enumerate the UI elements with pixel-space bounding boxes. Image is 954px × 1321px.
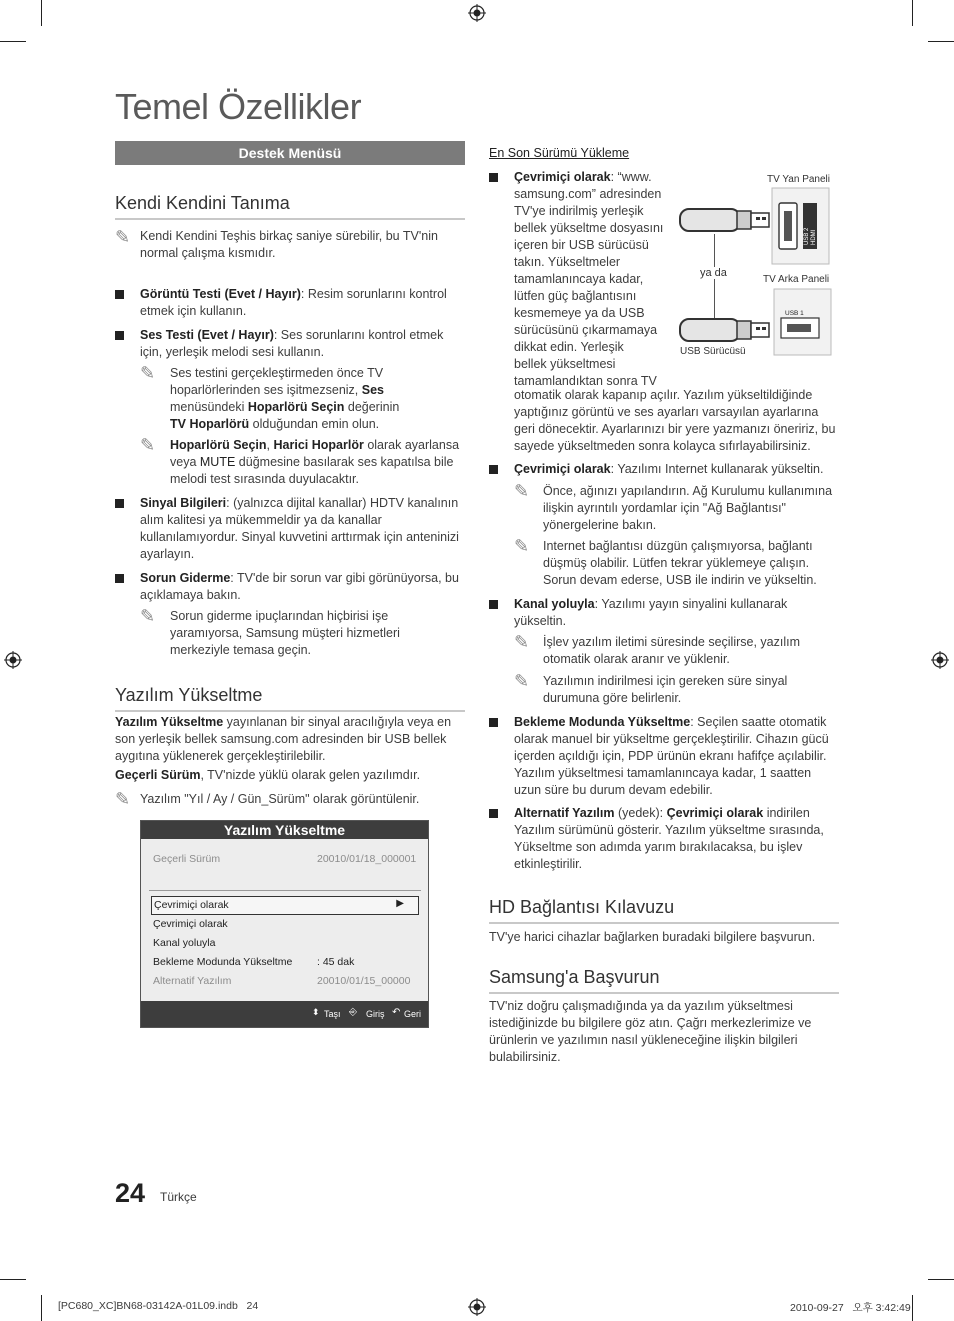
- bullet-icon: [489, 465, 498, 474]
- hdmi-port-label: HDMI: [811, 229, 817, 245]
- narrow-line: bellek yükseltmesi: [514, 357, 616, 371]
- picture-test-term: Görüntü Testi (Evet / Hayır): [140, 287, 301, 301]
- note-pencil-icon: ✎: [514, 632, 530, 652]
- note-pencil-icon: ✎: [514, 671, 530, 691]
- tv-rear-panel: [773, 288, 833, 356]
- signal-info-term: Sinyal Bilgileri: [140, 496, 227, 510]
- narrow-line: bellek yükseltme dosyasını: [514, 221, 664, 235]
- note-pencil-icon: ✎: [115, 789, 131, 809]
- registration-mark-icon: [931, 651, 949, 669]
- current-version-term: Geçerli Sürüm: [115, 768, 201, 782]
- channel-text: : Yazılımı yayın sinyalini kullanarak yükseltin.: [514, 597, 788, 628]
- osd-item-standby[interactable]: Bekleme Modunda Yükseltme: [153, 956, 293, 968]
- crop-mark: [928, 41, 954, 42]
- signal-info-text: : (yalnızca dijital kanallar) HDTV kanalının alım kalitesi ya mükemmeldir ya da kanallar kullanılamıyordur. Sinyal kuvvetini arttırmak için anteninizi ayarlayın.: [140, 496, 459, 561]
- bullet-icon: [115, 331, 124, 340]
- or-label: ya da: [700, 267, 727, 279]
- narrow-line: samsung.com” adresinden: [514, 187, 662, 201]
- intro-text: yayınlanan bir sinyal aracılığıyla veya en son yerleşik bellek samsung.com adresinden bir USB bellek aygıtına yüklenerek gerçekleştirilebilir.: [115, 715, 452, 763]
- contact-samsung-text: TV'niz doğru çalışmadığında ya da yazılım yükseltmesi istediğinizde bu bilgilere göz atın. Çağrı merkezlerimize ve ürünlerin ve yazılımın nasıl yükleneceğine ilişkin bilgileri bulabilirsiniz.: [489, 999, 812, 1064]
- picture-test-text: : Resim sorunlarını kontrol etmek için kullanın.: [140, 287, 447, 318]
- registration-mark-icon: [468, 4, 486, 22]
- alternative-software-item: [514, 805, 840, 873]
- crop-mark: [41, 1295, 42, 1321]
- current-version-text: , TV'nizde yüklü olarak gelen yazılımdır.: [200, 768, 421, 782]
- osd-title: Yazılım Yükseltme: [141, 821, 428, 839]
- osd-enter-label: Giriş: [366, 1009, 385, 1019]
- alternative-text: indirilen Yazılım sürümünü gösterir. Yazılım yükseltme sırasında, Yükseltme son adımda yarım bırakılacaksa, bu işlev etkinleştirilir.: [514, 806, 824, 871]
- network-note: Önce, ağınızı yapılandırın. Ağ Kurulumu kullanımına ilişkin ayrıntılı yordamlar için "Ağ Bağlantısı" yönergelerine bakın.: [543, 484, 833, 532]
- crop-mark: [41, 0, 42, 26]
- online-term: Çevrimiçi olarak: [514, 170, 611, 184]
- online-text: : Yazılımı Internet kullanarak yükseltin.: [610, 462, 824, 476]
- sound-test-term: Ses Testi (Evet / Hayır): [140, 328, 274, 342]
- troubleshoot-text: : TV'de bir sorun var gibi görünüyorsa, bu açıklamaya bakın.: [140, 571, 459, 602]
- osd-standby-value: : 45 dak: [317, 956, 355, 968]
- mute-term: MUTE: [199, 455, 236, 469]
- signal-info-item: [140, 495, 465, 563]
- crop-mark: [912, 1295, 913, 1321]
- side-port-label: USB 2: [804, 227, 810, 245]
- sound-test-note-2: [170, 437, 460, 488]
- standby-upgrade-item: [514, 714, 840, 799]
- narrow-line: takın. Yükseltmeler: [514, 255, 621, 269]
- intro-term: Yazılım Yükseltme: [115, 715, 224, 729]
- usb-drive-label: USB Sürücüsü: [680, 346, 746, 357]
- channel-term: Kanal yoluyla: [514, 597, 595, 611]
- osd-item-online[interactable]: Çevrimiçi olarak: [153, 918, 228, 930]
- narrow-line: sürücüsünü çıkarmamaya: [514, 323, 658, 337]
- narrow-line: : “www.: [610, 170, 652, 184]
- sound-test-text: : Ses sorunlarını kontrol etmek için, yerleşik melodi sesi kullanın.: [140, 328, 444, 359]
- enter-icon: ⎆: [349, 1007, 357, 1018]
- page-title: Temel Özellikler: [115, 86, 362, 127]
- crop-mark: [0, 41, 26, 42]
- troubleshoot-note: Sorun giderme ipuçlarından hiçbirisi işe yaramıyorsa, Samsung müşteri hizmetleri merkeziyle temasa geçin.: [170, 609, 400, 657]
- bullet-icon: [115, 574, 124, 583]
- bullet-icon: [489, 809, 498, 818]
- by-channel-item: [514, 596, 840, 630]
- bullet-icon: [489, 600, 498, 609]
- crop-mark: [928, 1279, 954, 1280]
- note-text: Ses testini gerçekleştirmeden önce TV hoparlörlerinden ses işitmezseniz,: [170, 366, 384, 397]
- crop-mark: [912, 0, 913, 26]
- online-internet-item: [514, 461, 840, 478]
- osd-footer: [141, 1001, 428, 1027]
- note-pencil-icon: ✎: [514, 536, 530, 556]
- channel-note-2: Yazılımın indirilmesi için gereken süre sinyal durumuna göre belirlenir.: [543, 674, 788, 705]
- sound-test-note-1: [170, 365, 460, 433]
- alternative-term-2: Çevrimiçi olarak: [666, 806, 764, 820]
- self-diagnosis-heading: Kendi Kendini Tanıma: [115, 193, 465, 220]
- osd-current-value: 20010/01/18_000001: [317, 853, 417, 865]
- usb-port-label: USB 1: [785, 310, 804, 317]
- note-term: Ses: [361, 383, 385, 397]
- narrow-line: TV'ye indirilmiş yerleşik: [514, 204, 644, 218]
- alternative-mid: (yedek):: [617, 806, 664, 820]
- note-text: düğmesine basılarak ses kapatılsa bile melodi test sırasında duyulacaktır.: [170, 455, 454, 486]
- note-pencil-icon: ✎: [140, 435, 156, 455]
- note-pencil-icon: ✎: [140, 606, 156, 626]
- online-usb-narrow: [514, 169, 684, 390]
- online-usb-wide: otomatik olarak kapanıp açılır. Yazılım yükseltildiğinde yaptığınız görüntü ve ses ayarları varsayılan ayarlarına geri dönecektir. Ayarlarınızı bir yere yazmanızı öneririz, bu sayede yükseltmeden sonra kolayca sıfırlayabilirsiniz.: [514, 388, 836, 453]
- channel-note-1: İşlev yazılım iletimi süresinde seçilirse, yazılım otomatik olarak aranır ve yüklenir.: [543, 635, 801, 666]
- bullet-icon: [115, 499, 124, 508]
- registration-mark-icon: [4, 651, 22, 669]
- narrow-line: lütfen güç bağlantısını: [514, 289, 637, 303]
- note-pencil-icon: ✎: [514, 481, 530, 501]
- note-text: menüsündeki: [170, 400, 245, 414]
- note-term: Hoparlörü Seçin: [170, 438, 267, 452]
- print-timestamp: 2010-09-27 오후 3:42:49: [790, 1302, 911, 1314]
- registration-mark-icon: [468, 1298, 486, 1316]
- tv-side-panel: [771, 187, 831, 265]
- bullet-icon: [115, 290, 124, 299]
- osd-item-alternative[interactable]: Alternatif Yazılım: [153, 975, 232, 987]
- osd-selected-label: Çevrimiçi olarak: [154, 899, 229, 911]
- self-diagnosis-note: Kendi Kendini Teşhis birkaç saniye sürebilir, bu TV'nin normal çalışma kısmıdır.: [140, 229, 438, 260]
- alternative-term: Alternatif Yazılım: [514, 806, 615, 820]
- note-text: değerinin: [347, 400, 400, 414]
- picture-test-item: [140, 286, 465, 320]
- language-label: Türkçe: [160, 1190, 197, 1204]
- hd-guide-heading: HD Bağlantısı Kılavuzu: [489, 897, 839, 924]
- internet-note: Internet bağlantısı düzgün çalışmıyorsa, bağlantı düşmüş olabilir. Lütfen tekrar yüklemeye çalışın. Sorun devam ederse, USB ile indirin ve yükseltin.: [543, 539, 817, 587]
- play-arrow-icon: ▶: [396, 898, 404, 909]
- osd-divider: [149, 890, 421, 891]
- osd-selected-item[interactable]: [151, 896, 419, 915]
- usb-connection-diagram: [676, 170, 836, 360]
- software-upgrade-osd: [140, 820, 429, 1028]
- hd-guide-text: TV'ye harici cihazlar bağlarken buradaki bilgilere başvurun.: [489, 930, 816, 944]
- narrow-line: içeren bir USB sürücüsü: [514, 238, 649, 252]
- troubleshoot-item: [140, 570, 465, 604]
- bullet-icon: [489, 718, 498, 727]
- section-bar: Destek Menüsü: [115, 141, 465, 165]
- note-text: olduğundan emin olun.: [252, 417, 380, 431]
- sound-test-item: [140, 327, 465, 361]
- note-term: TV Hoparlörü: [170, 417, 250, 431]
- standby-term: Bekleme Modunda Yükseltme: [514, 715, 691, 729]
- contact-samsung-heading: Samsung'a Başvurun: [489, 967, 839, 994]
- note-text: ,: [266, 438, 271, 452]
- narrow-line: dikkat edin. Yerleşik: [514, 340, 624, 354]
- online-term: Çevrimiçi olarak: [514, 462, 611, 476]
- osd-move-label: Taşı: [324, 1009, 341, 1019]
- note-pencil-icon: ✎: [140, 363, 156, 383]
- note-text: olarak ayarlansa veya: [170, 438, 460, 469]
- narrow-line: tamamlanıncaya kadar,: [514, 272, 644, 286]
- osd-alternative-value: 20010/01/15_00000: [317, 975, 411, 987]
- note-term: Harici Hoparlör: [273, 438, 364, 452]
- software-upgrade-heading: Yazılım Yükseltme: [115, 685, 465, 712]
- usb-drive-top-icon: [679, 206, 771, 234]
- tv-rear-panel-label: TV Arka Paneli: [763, 274, 830, 285]
- osd-current-label: Geçerli Sürüm: [153, 853, 221, 865]
- osd-item-channel[interactable]: Kanal yoluyla: [153, 937, 216, 949]
- bullet-icon: [489, 173, 498, 182]
- print-file-info: [PC680_XC]BN68-03142A-01L09.indb 24: [58, 1300, 259, 1312]
- note-pencil-icon: ✎: [115, 227, 131, 247]
- osd-back-label: Geri: [404, 1009, 422, 1019]
- move-icon: ⬍: [312, 1007, 320, 1017]
- latest-version-heading: En Son Sürümü Yükleme: [489, 146, 630, 160]
- troubleshoot-term: Sorun Giderme: [140, 571, 231, 585]
- narrow-line: kesmemeye ya da USB: [514, 306, 645, 320]
- version-format-note: Yazılım "Yıl / Ay / Gün_Sürüm" olarak görüntülenir.: [140, 792, 420, 806]
- software-upgrade-intro: [115, 714, 465, 765]
- tv-side-panel-label: TV Yan Paneli: [767, 174, 831, 185]
- current-version-desc: [115, 767, 465, 784]
- usb-drive-bottom-icon: [679, 316, 771, 344]
- narrow-line: tamamlandıktan sonra TV: [514, 374, 657, 388]
- return-icon: ↶: [392, 1007, 401, 1018]
- standby-text: : Seçilen saatte otomatik olarak manuel bir yükseltme gerçekleştirilir. Cihazın gücü içerden açıldığı için, PDP ürünün ekranı hafifçe açılabilir. Yazılım yükseltmesi tamamlanıncaya kadar, 1 saatten uzun süre bu durum devam edebilir.: [514, 715, 829, 797]
- page-number: 24: [115, 1178, 146, 1208]
- note-term: Hoparlörü Seçin: [247, 400, 345, 414]
- crop-mark: [0, 1279, 26, 1280]
